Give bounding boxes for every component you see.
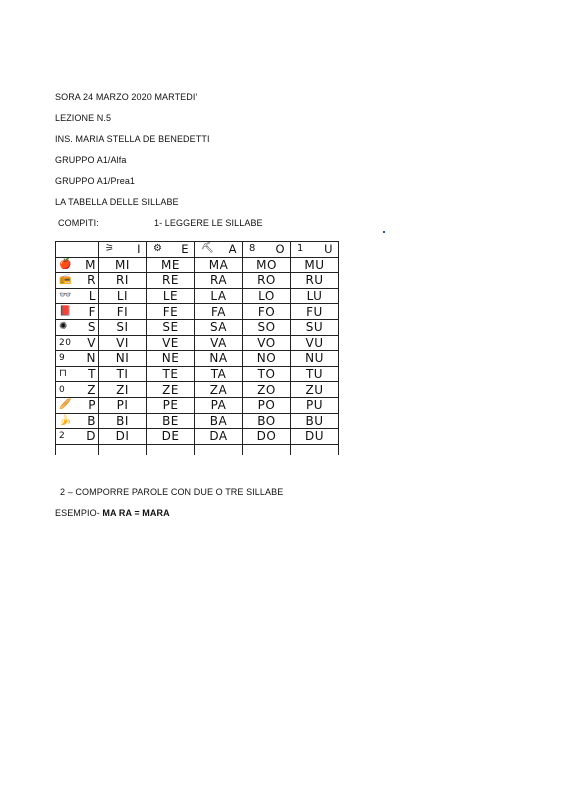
row-header-r bbox=[56, 273, 99, 289]
table-row bbox=[56, 257, 339, 273]
row-header-s bbox=[56, 319, 99, 335]
column-header-a bbox=[195, 242, 243, 258]
row-letter: L bbox=[88, 289, 96, 304]
syllable-cell: BO bbox=[243, 413, 291, 429]
table-row bbox=[56, 397, 339, 413]
example-line bbox=[55, 508, 170, 518]
task-1: 1- LEGGERE LE SILLABE bbox=[154, 218, 263, 228]
row-letter: Z bbox=[87, 382, 96, 397]
table-title: LA TABELLA DELLE SILLABE bbox=[55, 197, 179, 207]
teacher-name: INS. MARIA STELLA DE BENEDETTI bbox=[55, 134, 210, 144]
column-header-i bbox=[99, 242, 147, 258]
syllable-cell: FE bbox=[147, 304, 195, 320]
table-row bbox=[56, 335, 339, 351]
syllable-table bbox=[55, 241, 339, 455]
syllable-cell: FU bbox=[291, 304, 339, 320]
column-letter: U bbox=[324, 242, 333, 257]
row-header-l bbox=[56, 288, 99, 304]
row-letter: T bbox=[88, 367, 96, 382]
syllable-cell: FI bbox=[99, 304, 147, 320]
book-icon: 📕 bbox=[59, 305, 72, 317]
syllable-cell: BI bbox=[99, 413, 147, 429]
syllable-cell: TU bbox=[291, 366, 339, 382]
syllable-cell: NI bbox=[99, 351, 147, 367]
column-letter: A bbox=[228, 242, 237, 257]
lollipop-icon: ⚞ bbox=[105, 243, 115, 255]
table-row bbox=[56, 413, 339, 429]
row-letter: B bbox=[87, 413, 96, 428]
nine-number: 9 bbox=[59, 353, 66, 364]
stray-dot bbox=[383, 231, 385, 233]
example-label: ESEMPIO- bbox=[55, 508, 100, 518]
syllable-cell: LO bbox=[243, 288, 291, 304]
syllable-cell: MU bbox=[291, 257, 339, 273]
syllable-cell: LI bbox=[99, 288, 147, 304]
syllable-cell: RE bbox=[147, 273, 195, 289]
syllable-cell: RI bbox=[99, 273, 147, 289]
syllable-cell: PI bbox=[99, 397, 147, 413]
column-letter: O bbox=[275, 242, 285, 257]
banana-icon: 🍌 bbox=[59, 414, 72, 426]
syllable-cell: VO bbox=[243, 335, 291, 351]
table-row bbox=[56, 273, 339, 289]
syllable-cell: SO bbox=[243, 319, 291, 335]
row-letter: S bbox=[87, 320, 96, 335]
column-letter: I bbox=[137, 242, 141, 257]
row-letter: M bbox=[85, 257, 96, 272]
group-prea1: GRUPPO A1/Prea1 bbox=[55, 176, 136, 186]
two-number: 2 bbox=[59, 431, 66, 442]
group-alfa: GRUPPO A1/Alfa bbox=[55, 155, 127, 165]
syllable-cell: MI bbox=[99, 257, 147, 273]
syllable-cell: SE bbox=[147, 319, 195, 335]
table-row bbox=[56, 288, 339, 304]
syllable-cell: MA bbox=[195, 257, 243, 273]
syllable-cell: VA bbox=[195, 335, 243, 351]
row-header-p bbox=[56, 397, 99, 413]
table-tail-cell bbox=[195, 444, 243, 455]
syllable-cell: NO bbox=[243, 351, 291, 367]
syllable-cell: NU bbox=[291, 351, 339, 367]
syllable-cell: LU bbox=[291, 288, 339, 304]
row-header-t bbox=[56, 366, 99, 382]
syllable-cell: ME bbox=[147, 257, 195, 273]
syllable-cell: TI bbox=[99, 366, 147, 382]
syllable-cell: RA bbox=[195, 273, 243, 289]
syllable-cell: LA bbox=[195, 288, 243, 304]
task-2: 2 – COMPORRE PAROLE CON DUE O TRE SILLABE bbox=[60, 487, 284, 497]
table-row bbox=[56, 304, 339, 320]
row-header-z bbox=[56, 382, 99, 398]
syllable-cell: BA bbox=[195, 413, 243, 429]
syllable-cell: ZE bbox=[147, 382, 195, 398]
syllable-cell: DO bbox=[243, 429, 291, 445]
glasses-icon: 👓 bbox=[59, 290, 72, 302]
syllable-cell: NE bbox=[147, 351, 195, 367]
column-header-o bbox=[243, 242, 291, 258]
row-header-f bbox=[56, 304, 99, 320]
syllable-cell: BE bbox=[147, 413, 195, 429]
table-tail-cell bbox=[56, 444, 99, 455]
row-letter: N bbox=[86, 351, 96, 366]
syllable-cell: TO bbox=[243, 366, 291, 382]
syllable-cell: ZU bbox=[291, 382, 339, 398]
lesson-number: LEZIONE N.5 bbox=[55, 113, 112, 123]
syllable-cell: DA bbox=[195, 429, 243, 445]
row-header-d bbox=[56, 429, 99, 445]
row-letter: R bbox=[87, 273, 96, 288]
syllable-cell: MO bbox=[243, 257, 291, 273]
bread-icon: 🥖 bbox=[59, 399, 72, 411]
axe-icon: ⛏ bbox=[201, 243, 215, 255]
table-header-row bbox=[56, 242, 339, 258]
row-letter: V bbox=[87, 335, 96, 350]
syllable-cell: DI bbox=[99, 429, 147, 445]
table-tail-cell bbox=[147, 444, 195, 455]
twenty-number: 20 bbox=[59, 337, 72, 348]
syllable-cell: FO bbox=[243, 304, 291, 320]
syllable-cell: VE bbox=[147, 335, 195, 351]
table-tail-cell bbox=[243, 444, 291, 455]
syllable-cell: DE bbox=[147, 429, 195, 445]
syllable-cell: FA bbox=[195, 304, 243, 320]
syllable-cell: SI bbox=[99, 319, 147, 335]
syllable-cell: RU bbox=[291, 273, 339, 289]
row-header-m bbox=[56, 257, 99, 273]
table-row bbox=[56, 351, 339, 367]
syllable-cell: RO bbox=[243, 273, 291, 289]
one-shape: 1 bbox=[297, 243, 304, 255]
table-row bbox=[56, 319, 339, 335]
syllable-cell: VI bbox=[99, 335, 147, 351]
column-header-u bbox=[291, 242, 339, 258]
syllable-cell: NA bbox=[195, 351, 243, 367]
row-letter: D bbox=[86, 429, 96, 444]
column-header-e bbox=[147, 242, 195, 258]
syllable-cell: PA bbox=[195, 397, 243, 413]
row-letter: F bbox=[88, 304, 96, 319]
syllable-cell: BU bbox=[291, 413, 339, 429]
table-tail-cell bbox=[99, 444, 147, 455]
table-tail-cell bbox=[291, 444, 339, 455]
column-letter: E bbox=[181, 242, 189, 257]
table-tail-row bbox=[56, 444, 339, 455]
example-value: MA RA = MARA bbox=[102, 508, 170, 518]
syllable-cell: SU bbox=[291, 319, 339, 335]
syllable-cell: ZO bbox=[243, 382, 291, 398]
sun-icon: ✺ bbox=[59, 321, 68, 333]
eight-shape: 8 bbox=[249, 243, 256, 255]
syllable-cell: DU bbox=[291, 429, 339, 445]
syllable-cell: ZA bbox=[195, 382, 243, 398]
zero-number: 0 bbox=[59, 384, 66, 395]
syllable-cell: LE bbox=[147, 288, 195, 304]
syllable-cell: TA bbox=[195, 366, 243, 382]
syllable-cell: PE bbox=[147, 397, 195, 413]
radio-icon: 📻 bbox=[59, 274, 72, 286]
syllable-cell: ZI bbox=[99, 382, 147, 398]
row-header-n bbox=[56, 351, 99, 367]
date-line: SORA 24 MARZO 2020 MARTEDI’ bbox=[55, 92, 198, 102]
syllable-cell: SA bbox=[195, 319, 243, 335]
syllable-cell: VU bbox=[291, 335, 339, 351]
table-row bbox=[56, 429, 339, 445]
syllable-cell: TE bbox=[147, 366, 195, 382]
row-letter: P bbox=[88, 398, 96, 413]
table-row bbox=[56, 366, 339, 382]
tasks-label: COMPITI: bbox=[58, 218, 99, 228]
table-row bbox=[56, 382, 339, 398]
gear-icon: ⚙ bbox=[153, 243, 163, 255]
apple-icon: 🍎 bbox=[59, 258, 72, 270]
row-header-b bbox=[56, 413, 99, 429]
table-icon: ⊓ bbox=[59, 368, 68, 380]
syllable-cell: PU bbox=[291, 397, 339, 413]
table-corner-cell bbox=[56, 242, 99, 258]
syllable-cell: PO bbox=[243, 397, 291, 413]
row-header-v bbox=[56, 335, 99, 351]
